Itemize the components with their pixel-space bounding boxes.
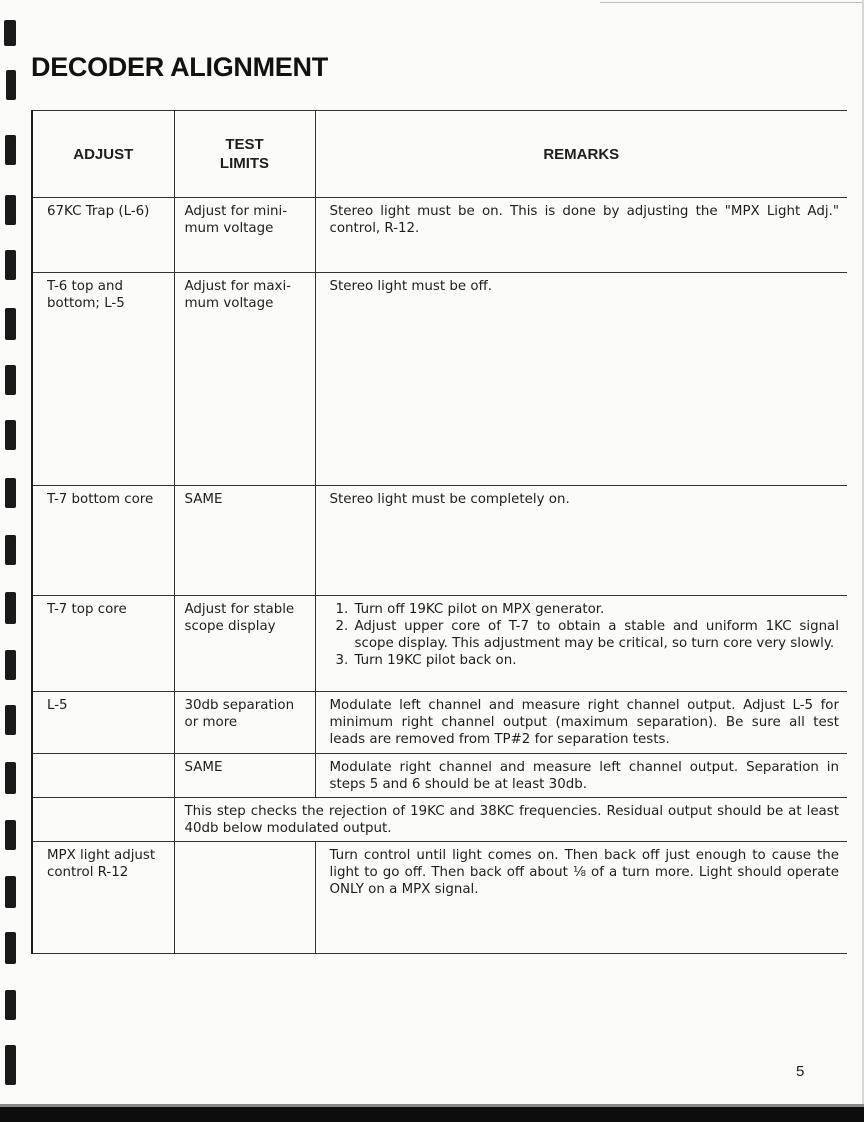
table-row xyxy=(32,273,847,486)
note-cell: This step checks the rejection of 19KC and 38KC frequencies. Residual output should be at least 40db below modulated output. xyxy=(174,798,847,842)
remarks-cell: Modulate right channel and measure left channel output. Separation in steps 5 and 6 should be at least 30db. xyxy=(315,754,847,798)
steps-list xyxy=(330,601,840,669)
adjust-cell xyxy=(32,798,174,842)
remarks-cell: Turn control until light comes on. Then back off just enough to cause the light to go off. Then back off about ⅛ of a turn more. Light should operate ONLY on a MPX signal. xyxy=(315,842,847,954)
page-edge-top xyxy=(600,2,864,3)
header-adjust: ADJUST xyxy=(32,111,174,198)
adjust-cell: MPX light adjust control R-12 xyxy=(32,842,174,954)
adjust-cell xyxy=(32,754,174,798)
list-item: 2. Adjust upper core of T-7 to obtain a stable and uniform 1KC signal scope display. This adjustment may be critical, so turn core very slowly. xyxy=(353,618,840,652)
limits-cell: SAME xyxy=(174,754,315,798)
adjust-cell: T-6 top and bottom; L-5 xyxy=(32,273,174,486)
adjust-cell: T-7 top core xyxy=(32,596,174,692)
remarks-cell: Stereo light must be off. xyxy=(315,273,847,486)
table-row xyxy=(32,692,847,754)
header-remarks: REMARKS xyxy=(315,111,847,198)
remarks-cell: Stereo light must be completely on. xyxy=(315,486,847,596)
binding-holes xyxy=(0,0,26,1122)
adjust-cell: 67KC Trap (L-6) xyxy=(32,198,174,273)
page-edge-bottom xyxy=(0,1107,864,1122)
limits-cell: Adjust for mini- mum voltage xyxy=(174,198,315,273)
table-header-row xyxy=(32,111,847,198)
page-title: DECODER ALIGNMENT xyxy=(31,52,328,82)
list-item: 1. Turn off 19KC pilot on MPX generator. xyxy=(353,601,840,618)
remarks-cell xyxy=(315,596,847,692)
table-row xyxy=(32,842,847,954)
limits-cell: Adjust for stable scope display xyxy=(174,596,315,692)
limits-cell: 30db separation or more xyxy=(174,692,315,754)
table-row xyxy=(32,798,847,842)
table-row xyxy=(32,596,847,692)
adjust-cell: L-5 xyxy=(32,692,174,754)
header-test-limits-text: TEST LIMITS xyxy=(219,136,270,172)
remarks-cell: Stereo light must be on. This is done by adjusting the "MPX Light Adj." control, R-12. xyxy=(315,198,847,273)
remarks-cell: Modulate left channel and measure right channel output. Adjust L-5 for minimum right channel output (maximum separation). Be sure all test leads are removed from TP#2 for separation tests. xyxy=(315,692,847,754)
header-test-limits xyxy=(174,111,315,198)
table-row xyxy=(32,198,847,273)
adjust-cell: T-7 bottom core xyxy=(32,486,174,596)
alignment-table xyxy=(31,110,847,954)
page-number: 5 xyxy=(796,1063,805,1080)
limits-cell: Adjust for maxi- mum voltage xyxy=(174,273,315,486)
limits-cell: SAME xyxy=(174,486,315,596)
table-row xyxy=(32,486,847,596)
limits-cell xyxy=(174,842,315,954)
table-row xyxy=(32,754,847,798)
list-item: 3. Turn 19KC pilot back on. xyxy=(353,652,840,669)
